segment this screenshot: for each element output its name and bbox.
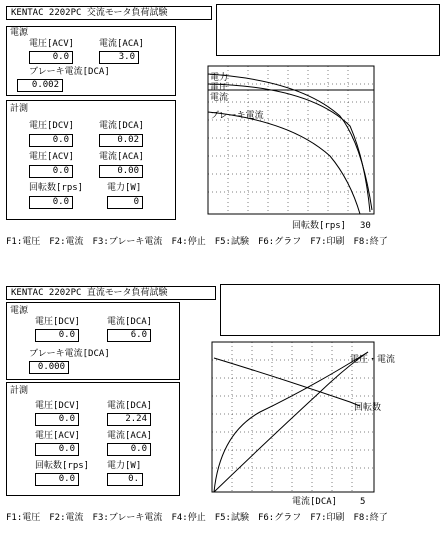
rpm-readout: 0.0 — [35, 473, 79, 486]
dc-motor-test-screen — [0, 274, 443, 534]
power-label: 電力[W] — [107, 183, 142, 193]
series-label-power: 電力 — [210, 73, 229, 83]
rpm-readout: 0.0 — [29, 196, 73, 209]
brake-current-field[interactable]: 0.002 — [17, 79, 63, 92]
window-title — [6, 6, 212, 20]
current-label: 電流[DCA] — [107, 317, 153, 327]
function-key-bar — [6, 512, 397, 524]
dc-current-readout: 2.24 — [107, 413, 151, 426]
dc-voltage-readout: 0.0 — [29, 134, 73, 147]
f8-exit-key[interactable]: F8:終了 — [353, 513, 388, 523]
f3-brake-key[interactable]: F3:ブレーキ電流 — [92, 513, 163, 523]
power-source-panel — [6, 302, 180, 380]
series-label-brake: ブレーキ電流 — [210, 111, 264, 121]
dc-voltage-readout: 0.0 — [35, 413, 79, 426]
f2-current-key[interactable]: F2:電流 — [49, 237, 84, 247]
series-label-rpm: 回転数 — [354, 403, 382, 413]
dc-current-readout: 0.02 — [99, 134, 143, 147]
window-title-text: KENTAC 2202PC 直流モータ負荷試験 — [11, 288, 168, 298]
rpm-label: 回転数[rps] — [29, 183, 84, 193]
f6-graph-key[interactable]: F6:グラフ — [257, 513, 302, 523]
measurement-panel — [6, 100, 176, 220]
f1-voltage-key[interactable]: F1:電圧 — [6, 513, 41, 523]
ac-current-readout: 0.0 — [107, 443, 151, 456]
ac-current-label: 電流[ACA] — [99, 152, 145, 162]
dc-characteristics-graph — [200, 338, 440, 510]
function-key-bar — [6, 236, 397, 248]
f7-print-key[interactable]: F7:印刷 — [310, 513, 345, 523]
f4-stop-key[interactable]: F4:停止 — [171, 513, 206, 523]
ac-motor-test-screen — [0, 0, 443, 260]
panel-heading: 計測 — [10, 386, 29, 396]
panel-heading: 計測 — [10, 104, 29, 114]
f3-brake-key[interactable]: F3:ブレーキ電流 — [92, 237, 163, 247]
x-axis-label: 回転数[rps] — [292, 221, 347, 231]
ac-current-readout: 0.00 — [99, 165, 143, 178]
x-axis-max: 5 — [360, 497, 366, 507]
voltage-label: 電圧[DCV] — [35, 317, 81, 327]
f4-stop-key[interactable]: F4:停止 — [171, 237, 206, 247]
f5-test-key[interactable]: F5:試験 — [214, 237, 249, 247]
power-source-panel — [6, 26, 176, 96]
current-label: 電流[ACA] — [99, 39, 145, 49]
dc-voltage-label: 電圧[DCV] — [35, 401, 81, 411]
x-axis-label: 電流[DCA] — [292, 497, 338, 507]
measurement-panel — [6, 382, 180, 496]
source-current-field[interactable]: 3.0 — [99, 51, 139, 64]
ac-voltage-label: 電圧[ACV] — [29, 152, 75, 162]
f8-exit-key[interactable]: F8:終了 — [353, 237, 388, 247]
source-voltage-field[interactable]: 0.0 — [35, 329, 79, 342]
f5-test-key[interactable]: F5:試験 — [214, 513, 249, 523]
x-axis-max: 30 — [360, 221, 371, 231]
series-label-voltage: 電圧 — [210, 83, 229, 93]
series-label-voltage-current: 電圧・電流 — [350, 355, 396, 365]
window-title-text: KENTAC 2202PC 交流モータ負荷試験 — [11, 8, 168, 18]
message-area — [216, 4, 440, 56]
f2-current-key[interactable]: F2:電流 — [49, 513, 84, 523]
brake-current-label: ブレーキ電流[DCA] — [29, 67, 110, 77]
power-readout: 0. — [107, 473, 143, 486]
brake-current-field[interactable]: 0.000 — [29, 361, 69, 374]
source-current-field[interactable]: 6.0 — [107, 329, 151, 342]
source-voltage-field[interactable]: 0.0 — [29, 51, 73, 64]
panel-heading: 電源 — [10, 28, 29, 38]
ac-current-label: 電流[ACA] — [107, 431, 153, 441]
voltage-label: 電圧[ACV] — [29, 39, 75, 49]
f7-print-key[interactable]: F7:印刷 — [310, 237, 345, 247]
panel-heading: 電源 — [10, 306, 29, 316]
rpm-label: 回転数[rps] — [35, 461, 90, 471]
window-title — [6, 286, 216, 300]
ac-voltage-readout: 0.0 — [35, 443, 79, 456]
ac-characteristics-graph — [200, 60, 440, 238]
brake-current-label: ブレーキ電流[DCA] — [29, 349, 110, 359]
power-readout: 0 — [107, 196, 143, 209]
ac-voltage-readout: 0.0 — [29, 165, 73, 178]
power-label: 電力[W] — [107, 461, 142, 471]
dc-current-label: 電流[DCA] — [107, 401, 153, 411]
f1-voltage-key[interactable]: F1:電圧 — [6, 237, 41, 247]
dc-voltage-label: 電圧[DCV] — [29, 121, 75, 131]
series-label-current: 電流 — [210, 93, 229, 103]
ac-voltage-label: 電圧[ACV] — [35, 431, 81, 441]
message-area — [220, 284, 440, 336]
dc-current-label: 電流[DCA] — [99, 121, 145, 131]
f6-graph-key[interactable]: F6:グラフ — [257, 237, 302, 247]
